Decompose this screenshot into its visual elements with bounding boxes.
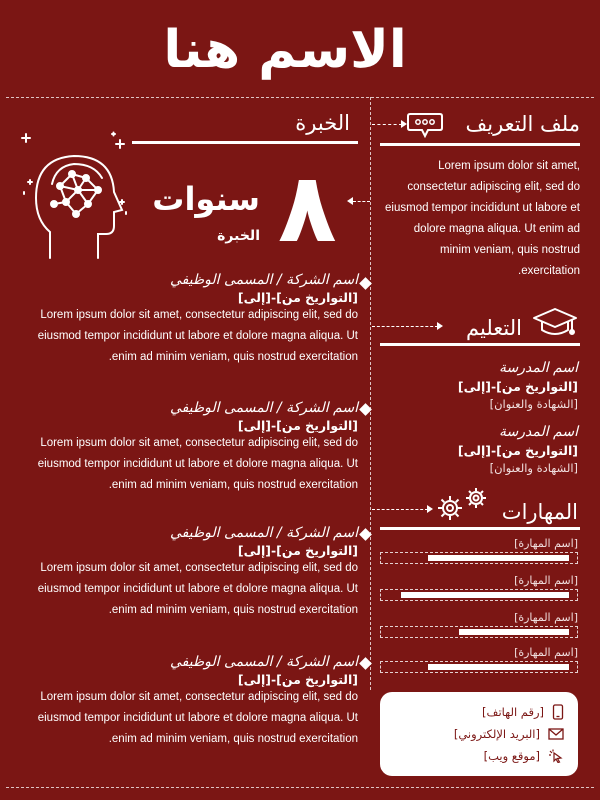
job-dates: [التواريخ من]-[إلى] — [237, 418, 358, 433]
graduation-cap-icon — [532, 306, 578, 340]
profile-rule — [380, 143, 580, 146]
job-title: اسم الشركة / المسمى الوظيفي — [169, 654, 358, 670]
contact-website: [موقع ويب] — [483, 749, 540, 763]
skill-meter — [380, 661, 578, 673]
skills-title: المهارات — [501, 500, 578, 524]
job-description: Lorem ipsum dolor sit amet, consectetur adipiscing elit, sed do eiusmod tempor incididunt ut labore et dolore magna aliqua. Ut enim ad minim veniam, quis nostrud exercitation. — [37, 562, 358, 616]
education-title: التعليم — [466, 316, 522, 340]
education-dates: [التواريخ من]-[إلى] — [457, 379, 578, 394]
education-entry-1 — [380, 360, 578, 411]
name-title: الاسم هنا — [163, 20, 407, 80]
bottom-divider — [6, 787, 594, 788]
skill-item-1 — [380, 537, 578, 564]
skill-bar-fill — [401, 592, 570, 598]
skill-meter — [380, 589, 578, 601]
header — [0, 20, 600, 80]
job-description: Lorem ipsum dolor sit amet, consectetur adipiscing elit, sed do eiusmod tempor incididunt ut labore et dolore magna aliqua. Ut enim ad minim veniam, quis nostrud exercitation. — [37, 691, 358, 745]
contact-email: [البريد الإلكتروني] — [453, 727, 540, 741]
skill-label: [اسم المهارة] — [514, 537, 578, 550]
years-word: سنوات — [152, 180, 260, 218]
education-entry-2 — [380, 424, 578, 475]
skill-label: [اسم المهارة] — [514, 611, 578, 624]
profile-connector — [372, 124, 402, 125]
phone-icon — [552, 704, 564, 720]
skill-meter — [380, 626, 578, 638]
education-degree: [الشهادة والعنوان] — [489, 397, 578, 411]
skill-bar-fill — [428, 555, 569, 561]
contact-phone: [رقم الهاتف] — [482, 705, 544, 719]
center-divider — [370, 97, 371, 690]
job-description: Lorem ipsum dolor sit amet, consectetur adipiscing elit, sed do eiusmod tempor incididunt ut labore et dolore magna aliqua. Ut enim ad minim veniam, quis nostrud exercitation. — [37, 437, 358, 491]
experience-title: الخبرة — [295, 111, 350, 135]
profile-text: Lorem ipsum dolor sit amet, consectetur adipiscing elit, sed do eiusmod tempor incididunt ut labore et dolore magna aliqua. Ut enim ad minim veniam, quis nostrud exercitation. — [385, 160, 580, 277]
skills-connector — [372, 509, 428, 510]
job-dates: [التواريخ من]-[إلى] — [237, 290, 358, 305]
profile-title: ملف التعريف — [465, 112, 580, 136]
contact-website-row — [484, 749, 564, 763]
job-title: اسم الشركة / المسمى الوظيفي — [169, 400, 358, 416]
job-dates: [التواريخ من]-[إلى] — [237, 672, 358, 687]
education-rule — [380, 343, 580, 346]
top-divider — [6, 97, 594, 98]
job-title: اسم الشركة / المسمى الوظيفي — [169, 272, 358, 288]
profile-header — [380, 108, 580, 142]
skill-bar-fill — [428, 664, 569, 670]
contact-card — [380, 692, 578, 776]
education-dates: [التواريخ من]-[إلى] — [457, 443, 578, 458]
chat-bubble-icon — [406, 112, 444, 138]
job-entry-4 — [12, 654, 358, 750]
skill-item-2 — [380, 574, 578, 601]
education-connector — [372, 326, 438, 327]
skill-item-3 — [380, 611, 578, 638]
skills-rule — [380, 527, 580, 530]
job-title: اسم الشركة / المسمى الوظيفي — [169, 525, 358, 541]
arrow-right-icon — [401, 120, 407, 128]
job-description: Lorem ipsum dolor sit amet, consectetur adipiscing elit, sed do eiusmod tempor incididunt ut labore et dolore magna aliqua. Ut enim ad minim veniam, quis nostrud exercitation. — [37, 309, 358, 363]
school-name: اسم المدرسة — [499, 424, 578, 440]
skill-meter — [380, 552, 578, 564]
skill-label: [اسم المهارة] — [514, 574, 578, 587]
years-caption: الخبرة — [217, 228, 260, 244]
contact-email-row — [454, 727, 564, 741]
brain-head-icon — [16, 128, 134, 266]
job-dates: [التواريخ من]-[إلى] — [237, 543, 358, 558]
job-entry-1 — [12, 272, 358, 368]
job-entry-2 — [12, 400, 358, 496]
arrow-right-icon — [437, 322, 443, 330]
envelope-icon — [548, 728, 564, 740]
contact-phone-row — [482, 704, 564, 720]
years-number: ٨ — [278, 152, 337, 264]
gears-icon — [432, 486, 492, 524]
skill-item-4 — [380, 646, 578, 673]
cursor-click-icon — [548, 749, 564, 763]
education-degree: [الشهادة والعنوان] — [489, 461, 578, 475]
experience-rule — [132, 141, 358, 144]
skill-bar-fill — [459, 629, 569, 635]
school-name: اسم المدرسة — [499, 360, 578, 376]
job-entry-3 — [12, 525, 358, 621]
years-connector — [353, 201, 370, 202]
skill-label: [اسم المهارة] — [514, 646, 578, 659]
